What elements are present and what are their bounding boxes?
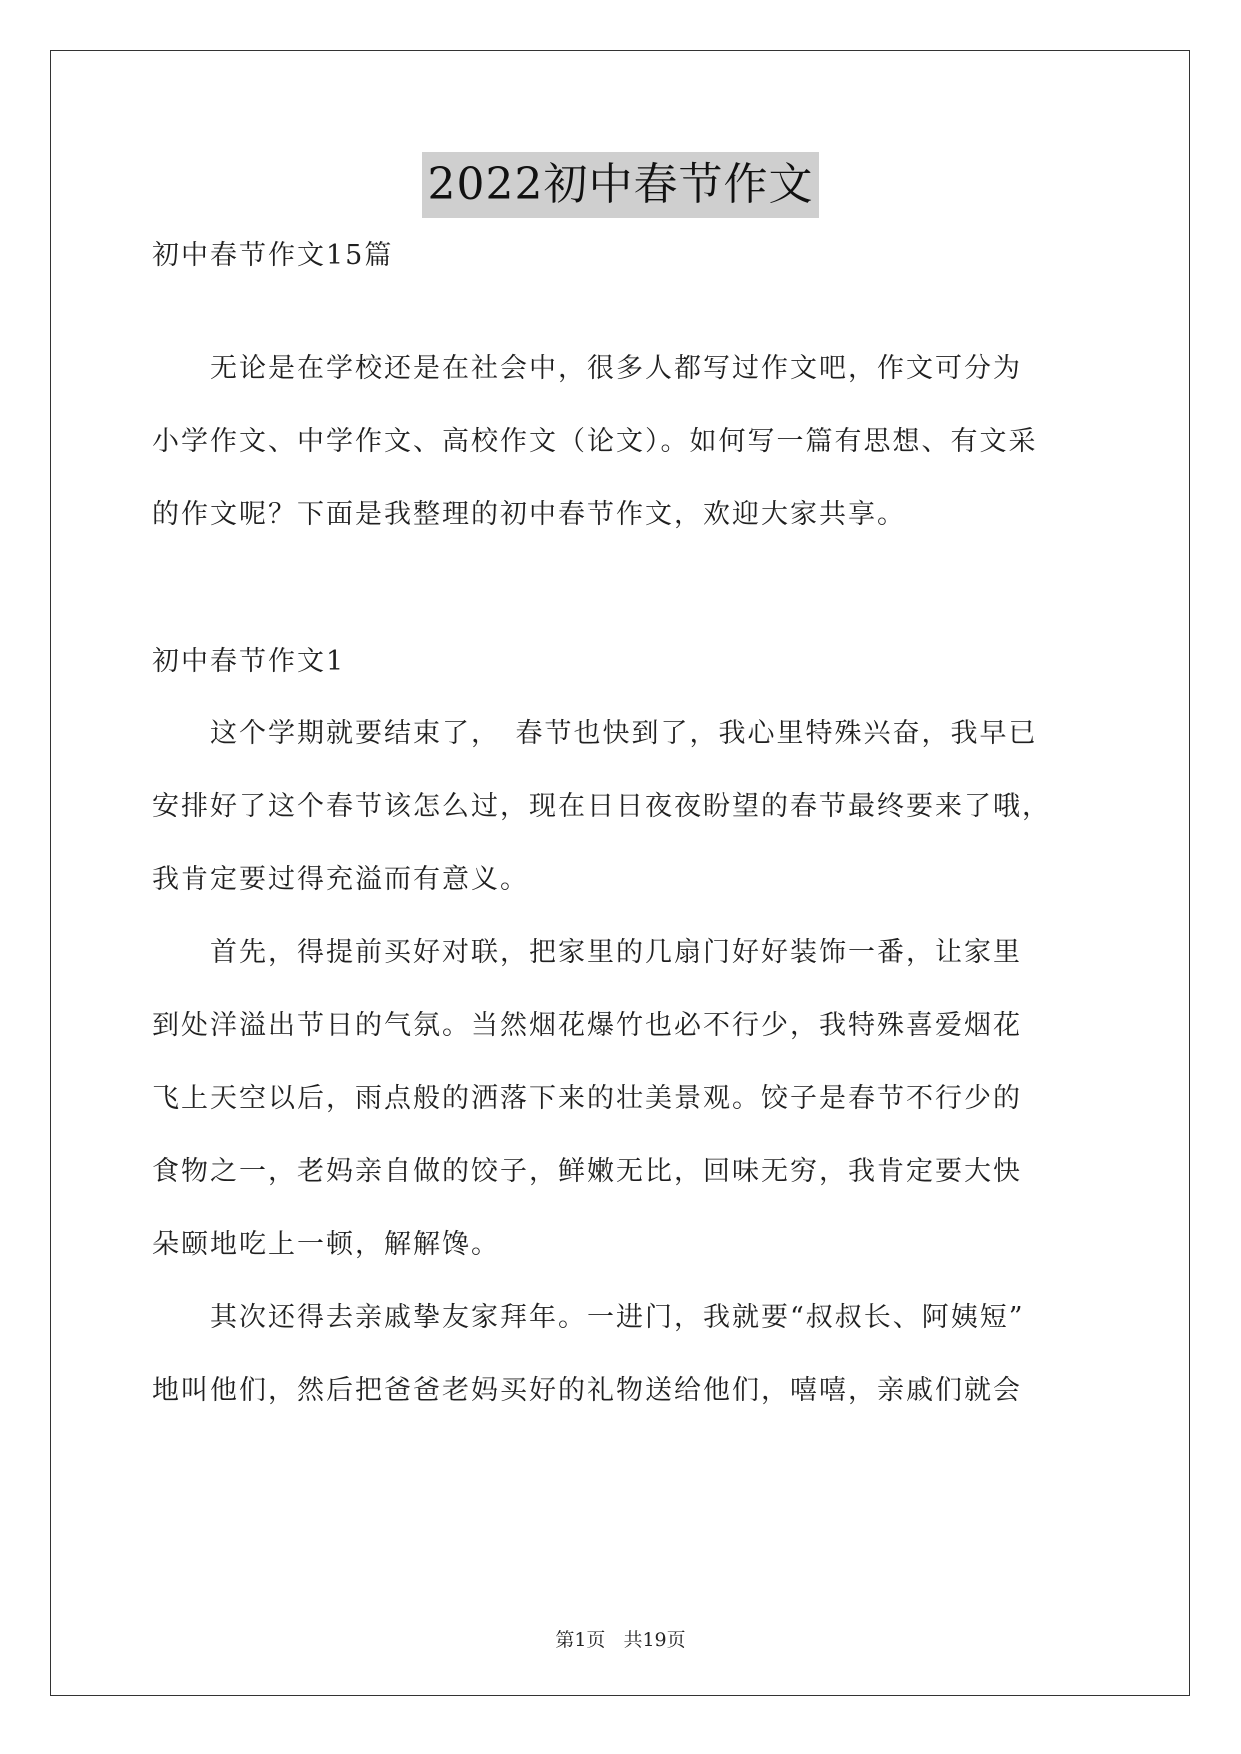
paragraph-line: 安排好了这个春节该怎么过，现在日日夜夜盼望的春节最终要来了哦， — [152, 791, 1051, 822]
page-number-current: 第1页 — [555, 1629, 606, 1651]
paragraph-line: 这个学期就要结束了， 春节也快到了，我心里特殊兴奋，我早已 — [152, 718, 1038, 749]
page-footer — [0, 1628, 1241, 1652]
paragraph-line: 我肯定要过得充溢而有意义。 — [152, 864, 529, 895]
document-body — [152, 236, 1092, 1411]
paragraph-line: 其次还得去亲戚挚友家拜年。一进门，我就要“叔叔长、阿姨短” — [152, 1302, 1025, 1333]
paragraph-line: 飞上天空以后，雨点般的洒落下来的壮美景观。饺子是春节不行少的 — [152, 1083, 1022, 1114]
document-title: 2022初中春节作文 — [422, 152, 820, 218]
paragraph-line: 朵颐地吃上一顿，解解馋。 — [152, 1229, 500, 1260]
paragraph-line: 到处洋溢出节日的气氛。当然烟花爆竹也必不行少，我特殊喜爱烟花 — [152, 1010, 1022, 1041]
paragraph-line: 地叫他们，然后把爸爸老妈买好的礼物送给他们，嘻嘻，亲戚们就会 — [152, 1375, 1022, 1406]
intro-line: 小学作文、中学作文、高校作文（论文）。如何写一篇有思想、有文采 — [152, 426, 1038, 457]
page-number-total: 共19页 — [623, 1629, 686, 1651]
subtitle: 初中春节作文15篇 — [152, 240, 394, 271]
paragraph-line: 食物之一，老妈亲自做的饺子，鲜嫩无比，回味无穷，我肯定要大快 — [152, 1156, 1022, 1187]
section-heading: 初中春节作文1 — [152, 646, 346, 677]
intro-line: 的作文呢？下面是我整理的初中春节作文，欢迎大家共享。 — [152, 499, 906, 530]
title-wrapper — [0, 152, 1241, 218]
intro-line: 无论是在学校还是在社会中，很多人都写过作文吧，作文可分为 — [152, 353, 1022, 384]
paragraph-line: 首先，得提前买好对联，把家里的几扇门好好装饰一番，让家里 — [152, 937, 1022, 968]
